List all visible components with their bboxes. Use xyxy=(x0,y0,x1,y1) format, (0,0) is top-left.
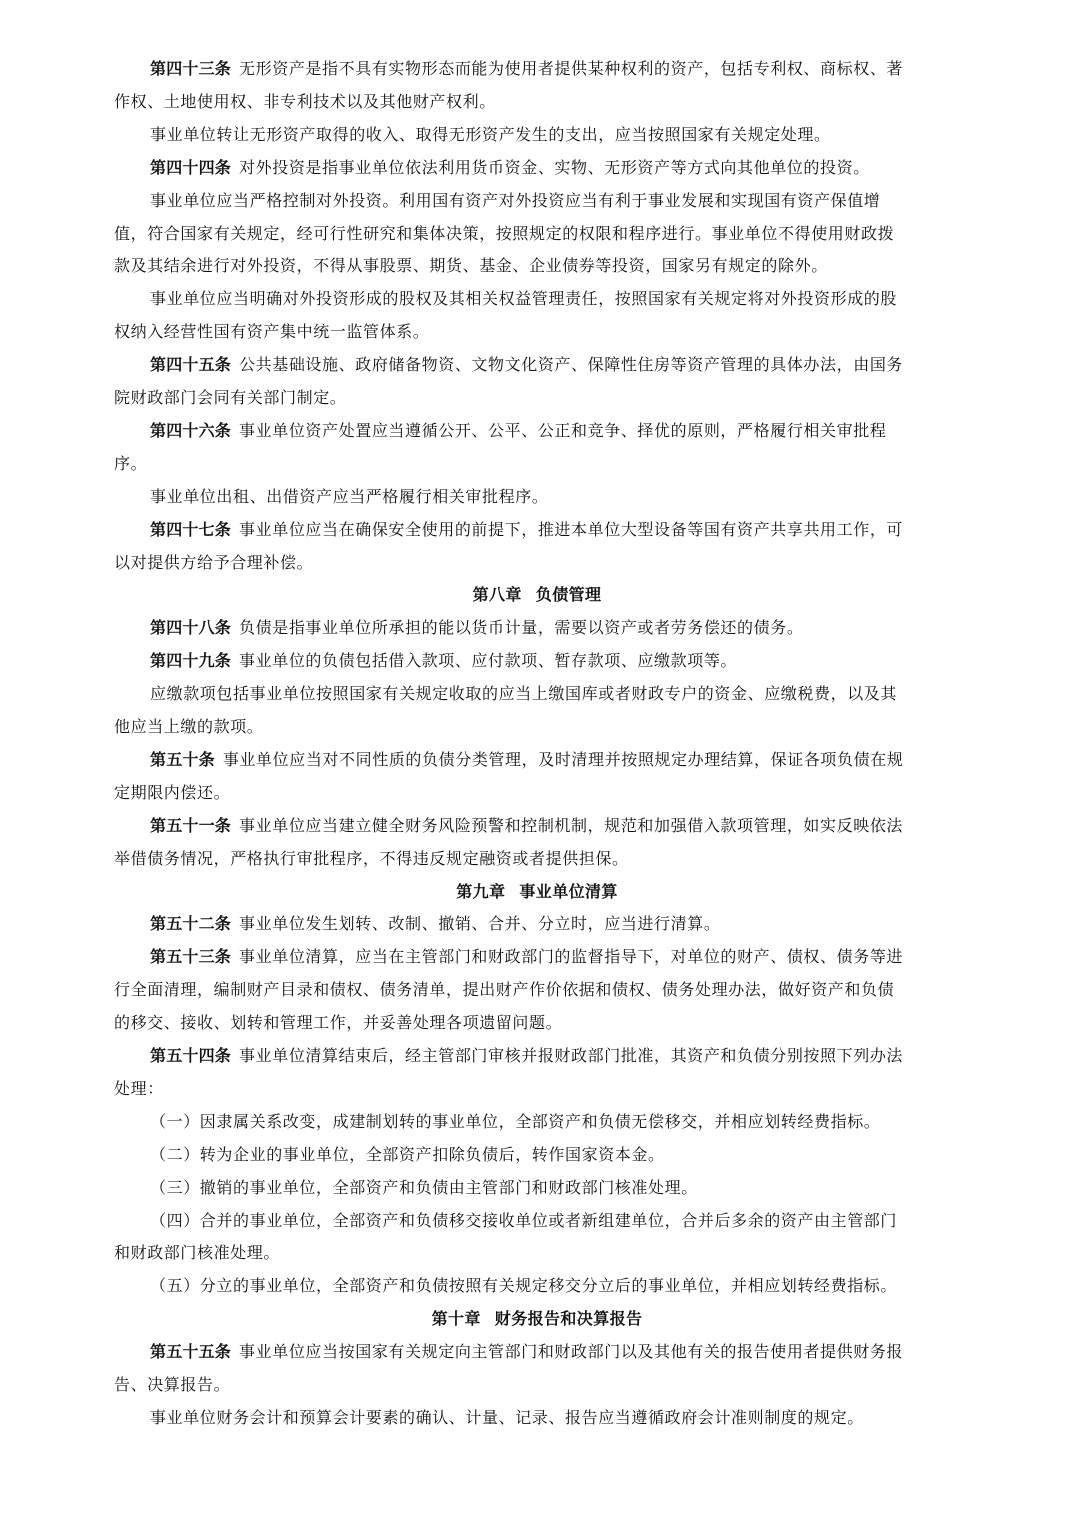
chapter-heading xyxy=(0,584,1074,606)
paragraph-first-line xyxy=(150,157,870,179)
paragraph-text: 对外投资是指事业单位依法利用货币资金、实物、无形资产等方式向其他单位的投资。 xyxy=(239,157,870,177)
article-number: 第四十八条 xyxy=(150,618,232,638)
paragraph-text: 事业单位转让无形资产取得的收入、取得无形资产发生的支出，应当按照国家有关规定处理。 xyxy=(150,124,831,144)
paragraph-text: 无形资产是指不具有实物形态而能为使用者提供某种权利的资产，包括专利权、商标权、著 xyxy=(239,59,904,78)
article-number: 第五十五条 xyxy=(150,1342,232,1362)
paragraph-text: （三）撤销的事业单位，全部资产和负债由主管部门和财政部门核准处理。 xyxy=(150,1177,698,1197)
paragraph-continuation-line xyxy=(114,1242,280,1264)
paragraph-text: 事业单位清算，应当在主管部门和财政部门的监督指导下，对单位的财产、债权、债务等进 xyxy=(239,947,904,967)
paragraph-continuation-line xyxy=(114,848,629,870)
chapter-title: 事业单位清算 xyxy=(519,881,618,901)
paragraph-first-line xyxy=(150,420,886,442)
paragraph-text: 事业单位应当在确保安全使用的前提下，推进本单位大型设备等国有资产共享共用工作，可 xyxy=(239,519,904,539)
paragraph-text: 事业单位的负债包括借入款项、应付款项、暂存款项、应缴款项等。 xyxy=(239,651,738,671)
paragraph-first-line xyxy=(150,1341,903,1363)
paragraph-text: 以对提供方给予合理补偿。 xyxy=(114,552,314,572)
paragraph-text: 款及其结余进行对外投资，不得从事股票、期货、基金、企业债券等投资，国家另有规定的除外。 xyxy=(114,256,828,276)
paragraph-continuation-line xyxy=(114,1012,562,1034)
paragraph-continuation-line xyxy=(114,979,894,1001)
paragraph-text: 公共基础设施、政府储备物资、文物文化资产、保障性住房等资产管理的具体办法，由国务 xyxy=(239,355,904,375)
paragraph-text: 应缴款项包括事业单位按照国家有关规定收取的应当上缴国库或者财政专户的资金、应缴税费，以及其 xyxy=(150,684,898,704)
paragraph-text: 行全面清理，编制财产目录和债权、债务清单，提出财产作价依据和债权、债务处理办法，做好资产和负债 xyxy=(114,980,895,1000)
paragraph-text: （二）转为企业的事业单位，全部资产扣除负债后，转作国家资本金。 xyxy=(150,1144,665,1164)
paragraph-first-line xyxy=(150,946,903,968)
paragraph-first-line xyxy=(150,683,897,705)
paragraph-first-line xyxy=(150,190,880,212)
paragraph-continuation-line xyxy=(114,782,230,804)
chapter-title: 负债管理 xyxy=(535,585,602,605)
paragraph-first-line xyxy=(150,486,548,508)
paragraph-text: 事业单位资产处置应当遵循公开、公平、公正和竞争、择优的原则，严格履行相关审批程 xyxy=(239,420,887,440)
paragraph-first-line xyxy=(150,1144,665,1166)
paragraph-text: 和财政部门核准处理。 xyxy=(114,1243,281,1263)
article-number: 第五十四条 xyxy=(150,1046,232,1065)
article-number: 第五十三条 xyxy=(150,947,232,967)
paragraph-text: 事业单位清算结束后，经主管部门审核并报财政部门批准，其资产和负债分别按照下列办法 xyxy=(239,1046,904,1065)
paragraph-first-line xyxy=(150,1045,903,1067)
paragraph-text: 事业单位应当严格控制对外投资。利用国有资产对外投资应当有利于事业发展和实现国有资产保值增 xyxy=(150,190,881,210)
paragraph-text: （五）分立的事业单位，全部资产和负债按照有关规定移交分立后的事业单位，并相应划转经费指标。 xyxy=(150,1276,898,1296)
paragraph-continuation-line xyxy=(114,387,346,409)
chapter-title: 财务报告和决算报告 xyxy=(494,1309,643,1329)
paragraph-continuation-line xyxy=(114,321,429,343)
article-number: 第四十五条 xyxy=(150,355,232,375)
article-number: 第四十三条 xyxy=(150,59,232,78)
article-number: 第四十六条 xyxy=(150,420,232,440)
article-number: 第四十九条 xyxy=(150,651,232,671)
paragraph-first-line xyxy=(150,1275,897,1297)
paragraph-first-line xyxy=(150,749,903,771)
paragraph-text: 处理： xyxy=(114,1078,164,1098)
paragraph-continuation-line xyxy=(114,1078,164,1100)
paragraph-first-line xyxy=(150,124,831,146)
article-number: 第五十一条 xyxy=(150,815,232,835)
paragraph-text: 权纳入经营性国有资产集中统一监管体系。 xyxy=(114,322,430,342)
paragraph-text: 举借债务情况，严格执行审批程序，不得违反规定融资或者提供担保。 xyxy=(114,848,629,868)
paragraph-text: 作权、土地使用权、非专利技术以及其他财产权利。 xyxy=(114,91,496,111)
paragraph-text: 事业单位发生划转、改制、撤销、合并、分立时，应当进行清算。 xyxy=(239,914,721,934)
paragraph-continuation-line xyxy=(114,255,828,277)
paragraph-continuation-line xyxy=(114,453,147,475)
paragraph-text: 事业单位应当按国家有关规定向主管部门和财政部门以及其他有关的报告使用者提供财务报 xyxy=(239,1342,904,1362)
chapter-heading xyxy=(0,881,1074,903)
paragraph-text: 事业单位财务会计和预算会计要素的确认、计量、记录、报告应当遵循政府会计准则制度的规定。 xyxy=(150,1407,864,1427)
paragraph-first-line xyxy=(150,650,737,672)
paragraph-first-line xyxy=(150,1177,698,1199)
paragraph-first-line xyxy=(150,519,903,541)
paragraph-continuation-line xyxy=(114,716,263,738)
paragraph-text: 值，符合国家有关规定，经可行性研究和集体决策，按照规定的权限和程序进行。事业单位不得使用财政拨 xyxy=(114,223,895,243)
paragraph-text: 告、决算报告。 xyxy=(114,1375,231,1394)
chapter-heading xyxy=(0,1308,1074,1330)
chapter-number: 第十章 xyxy=(431,1309,481,1329)
paragraph-text: 事业单位出租、出借资产应当严格履行相关审批程序。 xyxy=(150,486,549,506)
article-number: 第四十四条 xyxy=(150,157,232,177)
paragraph-text: 院财政部门会同有关部门制定。 xyxy=(114,388,347,407)
paragraph-text: （一）因隶属关系改变，成建制划转的事业单位，全部资产和负债无偿移交，并相应划转经费指标。 xyxy=(150,1111,881,1131)
paragraph-continuation-line xyxy=(114,223,894,245)
paragraph-first-line xyxy=(150,354,903,376)
paragraph-text: 负债是指事业单位所承担的能以货币计量，需要以资产或者劳务偿还的债务。 xyxy=(239,618,804,638)
article-number: 第四十七条 xyxy=(150,519,232,539)
paragraph-text: 定期限内偿还。 xyxy=(114,782,231,802)
paragraph-first-line xyxy=(150,1111,880,1133)
article-number: 第五十条 xyxy=(150,749,215,769)
paragraph-first-line xyxy=(150,58,903,80)
paragraph-first-line xyxy=(150,913,720,935)
article-number: 第五十二条 xyxy=(150,914,232,934)
paragraph-text: （四）合并的事业单位，全部资产和负债移交接收单位或者新组建单位，合并后多余的资产由主管部门 xyxy=(150,1210,898,1230)
paragraph-first-line xyxy=(150,617,803,639)
paragraph-text: 序。 xyxy=(114,453,148,473)
paragraph-text: 他应当上缴的款项。 xyxy=(114,717,264,736)
paragraph-text: 的移交、接收、划转和管理工作，并妥善处理各项遗留问题。 xyxy=(114,1013,563,1033)
chapter-number: 第九章 xyxy=(456,881,506,901)
paragraph-continuation-line xyxy=(114,91,496,113)
chapter-number: 第八章 xyxy=(472,585,522,605)
paragraph-text: 事业单位应当建立健全财务风险预警和控制机制，规范和加强借入款项管理，如实反映依法 xyxy=(239,815,904,835)
paragraph-continuation-line xyxy=(114,552,313,574)
paragraph-first-line xyxy=(150,1407,864,1429)
paragraph-first-line xyxy=(150,1210,897,1232)
paragraph-text: 事业单位应当对不同性质的负债分类管理，及时清理并按照规定办理结算，保证各项负债在规 xyxy=(222,749,904,769)
paragraph-continuation-line xyxy=(114,1374,230,1396)
paragraph-first-line xyxy=(150,815,903,837)
paragraph-text: 事业单位应当明确对外投资形成的股权及其相关权益管理责任，按照国家有关规定将对外投资形成的股 xyxy=(150,289,898,309)
paragraph-first-line xyxy=(150,288,897,310)
